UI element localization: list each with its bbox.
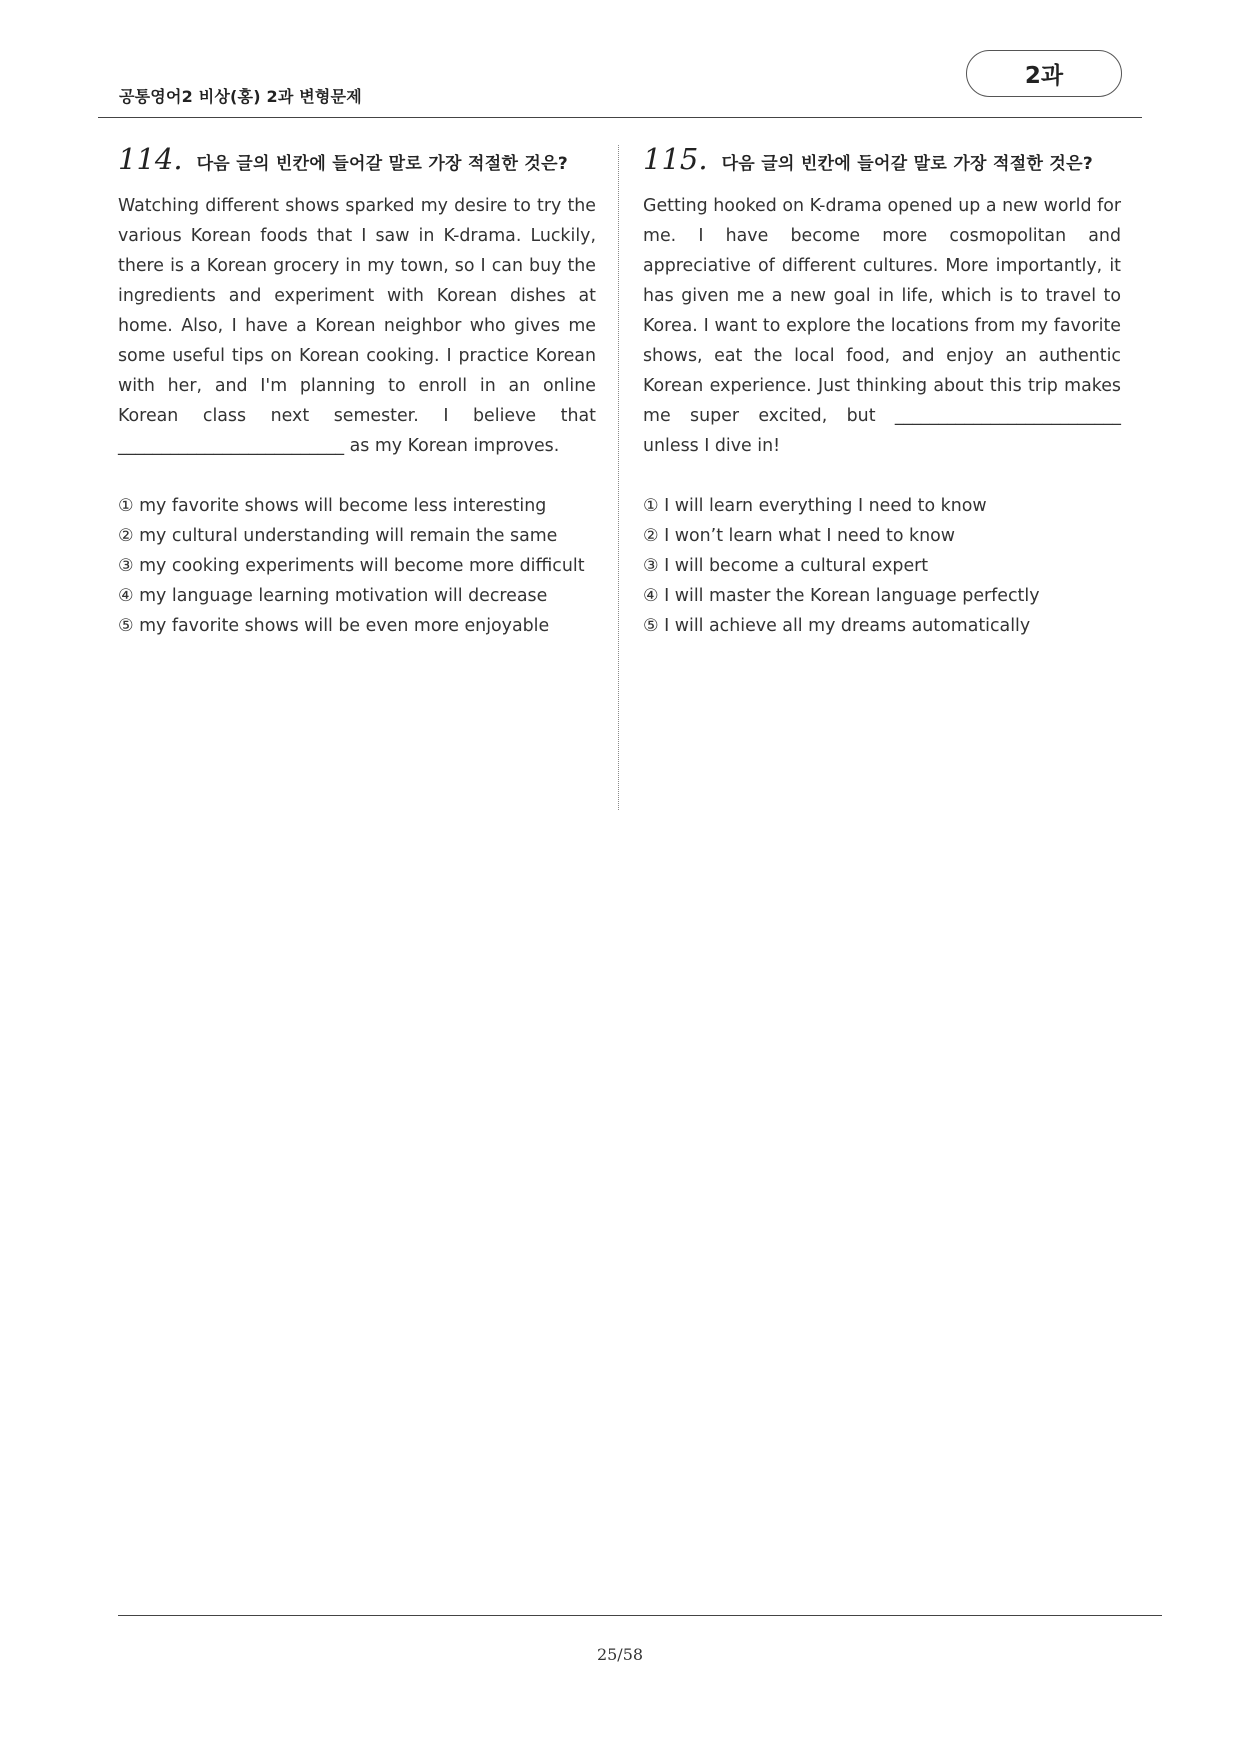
answer-options (643, 491, 1121, 641)
footer-divider (118, 1615, 1162, 1616)
answer-option-5: ⑤ I will achieve all my dreams automatically (643, 616, 1031, 636)
answer-option-4: ④ I will master the Korean language perfectly (643, 586, 1040, 606)
question-115 (643, 142, 1121, 657)
answer-option-2: ② my cultural understanding will remain the same (118, 526, 558, 546)
page-number: 25/58 (596, 1645, 644, 1664)
header-divider (98, 117, 1142, 118)
answer-option-3: ③ my cooking experiments will become more difficult (118, 556, 585, 576)
document-header-title: 공통영어2 비상(홍) 2과 변형문제 (119, 87, 362, 106)
answer-option-4: ④ my language learning motivation will decrease (118, 586, 548, 606)
question-114 (118, 142, 596, 657)
question-heading (643, 142, 1121, 182)
question-passage: Watching different shows sparked my desire to try the various Korean foods that I saw in K-drama. Luckily, there is a Korean grocery in my town, so I can buy the ingredients and experiment with Korean dishes at home. Also, I have a Korean neighbor who gives me some useful tips on Korean cooking. I practice Korean with her, and I'm planning to enroll in an online Korean class next semester. I believe that __________________________ as my Korean improves. (118, 196, 596, 456)
question-prompt: 다음 글의 빈칸에 들어갈 말로 가장 적절한 것은? (196, 154, 568, 174)
answer-option-2: ② I won’t learn what I need to know (643, 526, 955, 546)
question-prompt: 다음 글의 빈칸에 들어갈 말로 가장 적절한 것은? (721, 154, 1093, 174)
answer-option-1: ① my favorite shows will become less interesting (118, 496, 547, 516)
answer-options (118, 491, 596, 641)
question-passage: Getting hooked on K-drama opened up a new world for me. I have become more cosmopolitan and appreciative of different cultures. More importantly, it has given me a new goal in life, which is to travel to Korea. I want to explore the locations from my favorite shows, eat the local food, and enjoy an authentic Korean experience. Just thinking about this trip makes me super excited, but __________________________ unless I dive in! (643, 196, 1121, 456)
lesson-badge: 2과 (966, 50, 1122, 97)
question-number: 115. (643, 142, 708, 176)
question-number: 114. (118, 142, 183, 176)
question-heading (118, 142, 596, 182)
answer-option-3: ③ I will become a cultural expert (643, 556, 929, 576)
answer-option-1: ① I will learn everything I need to know (643, 496, 987, 516)
answer-option-5: ⑤ my favorite shows will be even more enjoyable (118, 616, 550, 636)
column-divider (618, 145, 619, 810)
